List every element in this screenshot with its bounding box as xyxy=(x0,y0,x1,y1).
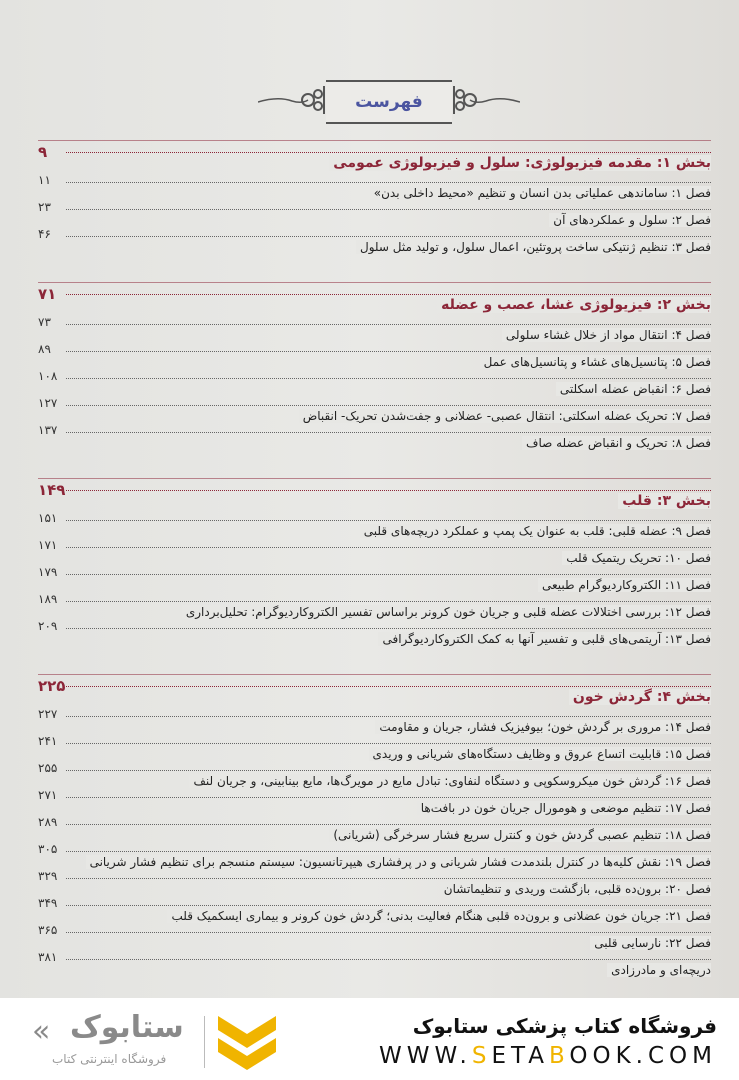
section-rule xyxy=(38,140,711,141)
dot-leader xyxy=(66,628,711,629)
chapter-entry[interactable] xyxy=(38,788,711,815)
dot-leader xyxy=(66,932,711,933)
section-rule xyxy=(38,282,711,283)
section-rule xyxy=(38,674,711,675)
dot-leader xyxy=(66,686,711,687)
page-number: ۳۶۵ xyxy=(38,923,58,937)
entry-title: فصل ۵: پتانسیل‌های غشاء و پتانسیل‌های عمل xyxy=(480,355,711,369)
entry-title: فصل ۲۲: نارسایی قلبی xyxy=(590,936,711,950)
dot-leader xyxy=(66,405,711,406)
entry-title: فصل ۱۴: مروری بر گردش خون؛ بیوفیزیک فشار، جریان و مقاومت xyxy=(375,720,711,734)
dot-leader xyxy=(66,324,711,325)
page-number: ۳۸۱ xyxy=(38,950,58,964)
dot-leader xyxy=(66,182,711,183)
entry-title: فصل ۱۸: تنظیم عصبی گردش خون و کنترل سریع فشار سرخرگی (شریانی) xyxy=(329,828,711,842)
dot-leader xyxy=(66,601,711,602)
chapter-entry[interactable] xyxy=(38,923,711,950)
entry-title: فصل ۱: ساماندهی عملیاتی بدن انسان و تنظیم «محیط داخلی بدن» xyxy=(370,186,711,200)
toc-header xyxy=(258,78,520,124)
chapter-entry[interactable] xyxy=(38,842,711,869)
entry-title: بخش ۱: مقدمه فیزیولوژی: سلول و فیزیولوژی عمومی xyxy=(329,155,711,171)
chapter-entry[interactable] xyxy=(38,869,711,896)
chapter-entry[interactable] xyxy=(38,369,711,396)
dot-leader xyxy=(66,959,711,960)
dot-leader xyxy=(66,378,711,379)
page-number: ۲۲۷ xyxy=(38,707,58,721)
dot-leader xyxy=(66,547,711,548)
page-number: ۱۱ xyxy=(38,173,51,187)
page-number: ۲۳ xyxy=(38,200,51,214)
dot-leader xyxy=(66,824,711,825)
url-part: B xyxy=(549,1043,570,1069)
page-number: ۱۳۷ xyxy=(38,423,58,437)
chevron-logo-icon xyxy=(216,1012,278,1074)
entry-title: بخش ۳: قلب xyxy=(618,493,711,509)
page-number: ۹ xyxy=(38,143,48,161)
dot-leader xyxy=(66,574,711,575)
dot-leader xyxy=(66,490,711,491)
dot-leader xyxy=(66,520,711,521)
url-part: OOK.COM xyxy=(569,1043,717,1069)
chapter-entry[interactable] xyxy=(38,396,711,423)
title-frame xyxy=(326,80,452,124)
entry-title: فصل ۱۵: قابلیت اتساع عروق و وظایف دستگاه‌های شریانی و وریدی xyxy=(369,747,711,761)
entry-title: فصل ۱۹: نقش کلیه‌ها در کنترل بلندمدت فشار شریانی و در پرفشاری هیپرتانسیون: سیستم منسجم برای تنظیم فشار شریانی xyxy=(86,855,711,869)
page-number: ۲۸۹ xyxy=(38,815,58,829)
dot-leader xyxy=(66,716,711,717)
section-gap xyxy=(38,254,711,282)
logo-text: ستابوک xyxy=(70,1010,184,1045)
entry-title: فصل ۱۷: تنظیم موضعی و هومورال جریان خون در بافت‌ها xyxy=(417,801,711,815)
entry-title: فصل ۲۰: برون‌ده قلبی، بازگشت وریدی و تنظیماتشان xyxy=(440,882,711,896)
entry-title: فصل ۱۳: آریتمی‌های قلبی و تفسیر آنها به کمک الکتروکاردیوگرافی xyxy=(378,632,711,646)
dot-leader xyxy=(66,770,711,771)
chapter-entry[interactable] xyxy=(38,423,711,450)
entry-title: فصل ۱۰: تحریک ریتمیک قلب xyxy=(562,551,711,565)
entry-title: فصل ۷: تحریک عضله اسکلتی: انتقال عصبی- عضلانی و جفت‌شدن تحریک- انقباض xyxy=(299,409,711,423)
entry-title: فصل ۶: انقباض عضله اسکلتی xyxy=(556,382,711,396)
chapter-entry[interactable] xyxy=(38,227,711,254)
entry-title: فصل ۲۱: جریان خون عضلانی و برون‌ده قلبی هنگام فعالیت بدنی؛ گردش خون کرونر و بیماری ایسکمیک قلب xyxy=(167,909,711,923)
chapter-entry[interactable] xyxy=(38,565,711,592)
entry-title: فصل ۴: انتقال مواد از خلال غشاء سلولی xyxy=(502,328,711,342)
section-entry[interactable] xyxy=(38,677,711,707)
entry-title: فصل ۸: تحریک و انقباض عضله صاف xyxy=(522,436,711,450)
chapter-entry[interactable] xyxy=(38,950,711,977)
page-number: ۱۷۹ xyxy=(38,565,58,579)
page-number: ۴۶ xyxy=(38,227,51,241)
store-name: فروشگاه کتاب پزشکی ستابوک xyxy=(412,1014,717,1038)
ornament-left-icon xyxy=(258,84,328,116)
dot-leader xyxy=(66,294,711,295)
url-part: WWW. xyxy=(378,1043,472,1069)
url-part: ETA xyxy=(491,1043,550,1069)
dot-leader xyxy=(66,236,711,237)
entry-title: بخش ۴: گردش خون xyxy=(569,689,711,705)
dot-leader xyxy=(66,905,711,906)
section-entry[interactable] xyxy=(38,481,711,511)
section-gap xyxy=(38,450,711,478)
section-rule xyxy=(38,478,711,479)
page-number: ۱۷۱ xyxy=(38,538,58,552)
store-footer xyxy=(0,998,739,1080)
chapter-entry[interactable] xyxy=(38,707,711,734)
page-number: ۱۸۹ xyxy=(38,592,58,606)
dot-leader xyxy=(66,351,711,352)
chapter-entry[interactable] xyxy=(38,200,711,227)
dot-leader xyxy=(66,743,711,744)
entry-title: فصل ۳: تنظیم ژنتیکی ساخت پروتئین، اعمال سلول، و تولید مثل سلول xyxy=(356,240,711,254)
page-number: ۷۳ xyxy=(38,315,51,329)
entry-title: دریچه‌ای و مادرزادی xyxy=(607,963,711,977)
dot-leader xyxy=(66,851,711,852)
chapter-entry[interactable] xyxy=(38,815,711,842)
url-part: S xyxy=(471,1043,492,1069)
chapter-entry[interactable] xyxy=(38,619,711,646)
store-logo xyxy=(32,1010,292,1074)
page-number: ۱۵۱ xyxy=(38,511,58,525)
dot-leader xyxy=(66,878,711,879)
chapter-entry[interactable] xyxy=(38,342,711,369)
page-number: ۲۲۵ xyxy=(38,677,66,695)
chapter-entry[interactable] xyxy=(38,734,711,761)
page-number: ۳۴۹ xyxy=(38,896,58,910)
logo-divider xyxy=(204,1016,205,1068)
store-url[interactable] xyxy=(379,1043,717,1069)
page-number: ۲۵۵ xyxy=(38,761,58,775)
logo-subtitle: فروشگاه اینترنتی کتاب xyxy=(52,1052,167,1066)
section-gap xyxy=(38,646,711,674)
entry-title: بخش ۲: فیزیولوژی غشا، عصب و عضله xyxy=(437,297,711,313)
chapter-entry[interactable] xyxy=(38,538,711,565)
ornament-right-icon xyxy=(450,84,520,116)
chapter-entry[interactable] xyxy=(38,173,711,200)
chapter-entry[interactable] xyxy=(38,761,711,788)
page-number: ۲۷۱ xyxy=(38,788,58,802)
dot-leader xyxy=(66,432,711,433)
page-number: ۷۱ xyxy=(38,285,57,303)
chapter-entry[interactable] xyxy=(38,592,711,619)
chapter-entry[interactable] xyxy=(38,511,711,538)
page-number: ۱۲۷ xyxy=(38,396,58,410)
page-number: ۸۹ xyxy=(38,342,51,356)
chapter-entry[interactable] xyxy=(38,315,711,342)
page-number: ۳۰۵ xyxy=(38,842,58,856)
page-number: ۱۰۸ xyxy=(38,369,58,383)
chapter-entry[interactable] xyxy=(38,896,711,923)
entry-title: فصل ۱۶: گردش خون میکروسکوپی و دستگاه لنفاوی: تبادل مایع در مویرگ‌ها، مایع بینابینی، و جریان لنف xyxy=(189,774,711,788)
section-entry[interactable] xyxy=(38,143,711,173)
entry-title: فصل ۹: عضله قلبی: قلب به عنوان یک پمپ و عملکرد دریچه‌های قلبی xyxy=(360,524,711,538)
entry-title: فصل ۱۱: الکتروکاردیوگرام طبیعی xyxy=(538,578,711,592)
double-arrow-icon: « xyxy=(32,1014,51,1049)
table-of-contents xyxy=(38,140,711,977)
page-number: ۳۲۹ xyxy=(38,869,58,883)
page-number: ۲۴۱ xyxy=(38,734,58,748)
page-number: ۱۴۹ xyxy=(38,481,66,499)
page-number: ۲۰۹ xyxy=(38,619,58,633)
entry-title: فصل ۱۲: بررسی اختلالات عضله قلبی و جریان خون کرونر براساس تفسیر الکتروکاردیوگرام: تحلیل‌برداری xyxy=(182,605,711,619)
section-entry[interactable] xyxy=(38,285,711,315)
dot-leader xyxy=(66,797,711,798)
dot-leader xyxy=(66,209,711,210)
toc-title: فهرست xyxy=(355,92,423,112)
dot-leader xyxy=(66,152,711,153)
entry-title: فصل ۲: سلول و عملکردهای آن xyxy=(549,213,711,227)
